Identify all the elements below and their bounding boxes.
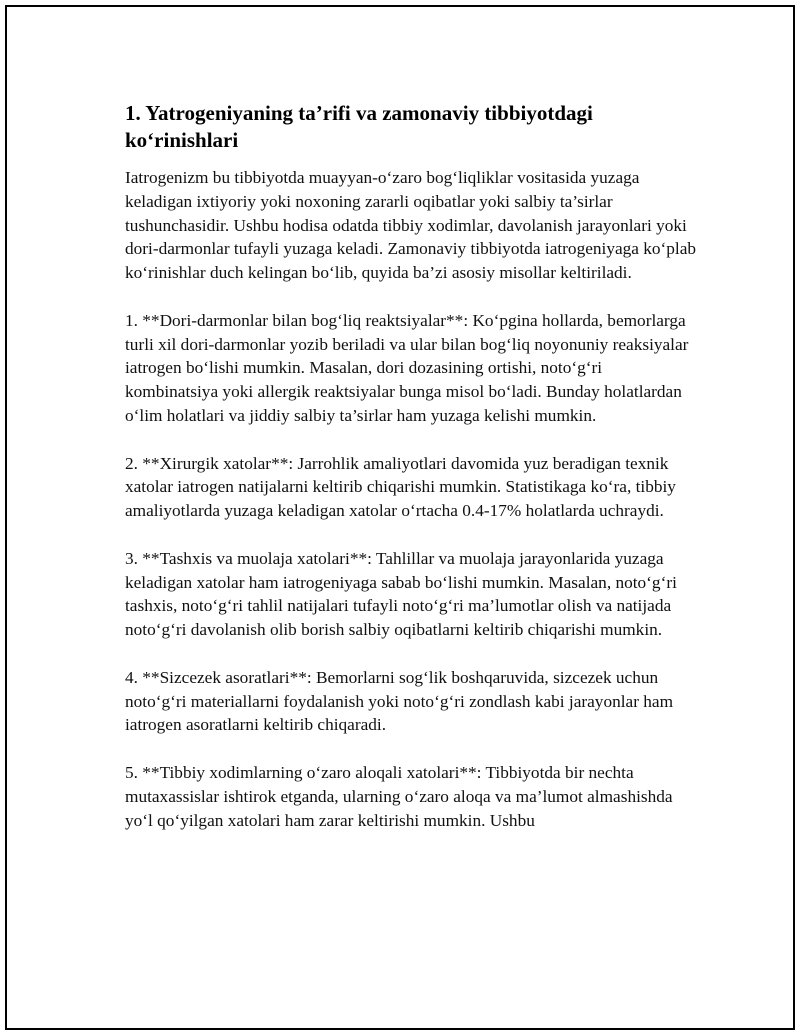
list-item-surgical-errors: 2. **Xirurgik xatolar**: Jarrohlik amaliyotlari davomida yuz beradigan texnik xatolar iatrogen natijalarni keltirib chiqarishi mumkin. Statistikaga ko‘ra, tibbiy amaliyotlarda yuzaga keladigan xatolar o‘rtacha 0.4-17% holatlarda uchraydi.: [125, 453, 676, 521]
intro-paragraph: Iatrogenizm bu tibbiyotda muayyan-o‘zaro bog‘liqliklar vositasida yuzaga keladigan ixtiyoriy yoki noxoning zararli oqibatlar yoki salbiy ta’sirlar tushunchasidir. Ushbu hodisa odatda tibbiy xodimlar, davolanish jarayonlari yoki dori-darmonlar tufayli yuzaga keladi. Zamonaviy tibbiyotda iatrogeniyaga ko‘plab ko‘rinishlar duch kelingan bo‘lib, quyida ba’zi asosiy misollar keltiriladi.: [125, 168, 697, 283]
list-item-medication-reactions: 1. **Dori-darmonlar bilan bog‘liq reaktsiyalar**: Ko‘pgina hollarda, bemorlarga turli xil dori-darmonlar yozib beriladi va ular bilan bog‘liq noyonuniy reaksiyalar iatrogen bo‘lishi mumkin. Masalan, dori dozasining ortishi, noto‘g‘ri kombinatsiya yoki allergik reaktsiyalar bunga misol bo‘ladi. Bunday holatlardan o‘lim holatlari va jiddiy salbiy ta’sirlar ham yuzaga kelishi mumkin.: [125, 310, 689, 425]
document-body: [125, 100, 697, 856]
document-page: [5, 5, 795, 1030]
list-item-sizcezek-complications: 4. **Sizcezek asoratlari**: Bemorlarni sog‘lik boshqaruvida, sizcezek uchun noto‘g‘ri materiallarni foydalanish yoki noto‘g‘ri zondlash kabi jarayonlar ham iatrogen asoratlarni keltirib chiqaradi.: [125, 667, 674, 735]
list-item-staff-communication-errors: 5. **Tibbiy xodimlarning o‘zaro aloqali xatolari**: Tibbiyotda bir nechta mutaxassislar ishtirok etganda, ularning o‘zaro aloqa va ma’lumot almashishda yo‘l qo‘yilgan xatolari ham zarar keltirishi mumkin. Ushbu: [125, 762, 673, 830]
list-item-diagnosis-treatment-errors: 3. **Tashxis va muolaja xatolari**: Tahlillar va muolaja jarayonlarida yuzaga keladigan xatolar ham iatrogeniyaga sabab bo‘lishi mumkin. Masalan, noto‘g‘ri tashxis, noto‘g‘ri tahlil natijalari tufayli noto‘g‘ri ma’lumotlar olish va natijada noto‘g‘ri davolanish olib borish salbiy oqibatlarni keltirib chiqarishi mumkin.: [125, 548, 677, 640]
section-heading: 1. Yatrogeniyaning ta’rifi va zamonaviy tibbiyotdagi ko‘rinishlari: [125, 101, 593, 152]
